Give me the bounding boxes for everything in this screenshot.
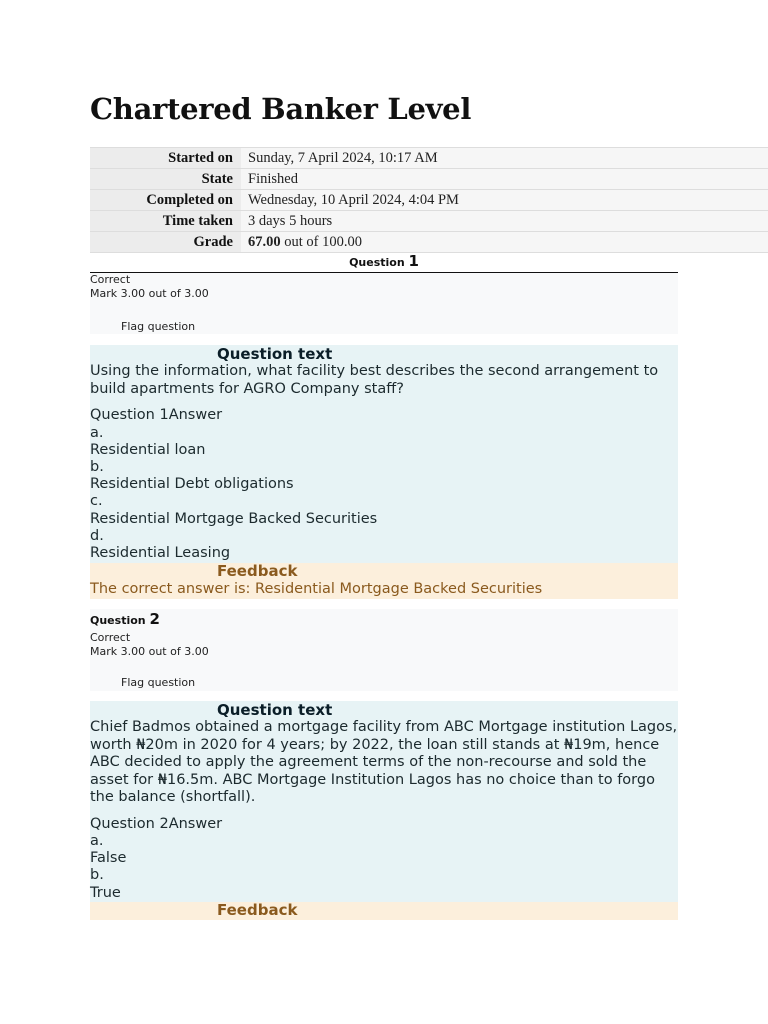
question-heading-label: Question [90, 614, 150, 627]
option-letter[interactable]: a. [90, 833, 104, 849]
summary-row-time [90, 211, 768, 232]
question-heading-label: Question [349, 256, 409, 269]
option-letter[interactable]: a. [90, 424, 104, 441]
question-number: 2 [149, 610, 160, 628]
question-1-feedback [90, 563, 678, 599]
option-text[interactable]: Residential loan [90, 441, 206, 458]
question-text: Using the information, what facility best describes the second arrangement to build apartments for AGRO Company staff? [90, 363, 659, 397]
time-value: 3 days 5 hours [241, 211, 768, 232]
grade-out-of: out of 100.00 [280, 233, 362, 250]
answer-label: Question 1Answer [90, 407, 223, 423]
summary-row-started [90, 148, 768, 169]
feedback-title: Feedback [217, 901, 298, 919]
question-2-heading [90, 609, 678, 631]
option-text[interactable]: Residential Leasing [90, 544, 231, 561]
state-label: State [90, 169, 241, 190]
grade-label: Grade [90, 232, 241, 253]
answer-label: Question 2Answer [90, 815, 223, 832]
option-letter[interactable]: c. [90, 493, 103, 510]
question-1-content [90, 345, 678, 563]
question-2-info [90, 609, 678, 691]
summary-row-state [90, 169, 768, 190]
question-mark: Mark 3.00 out of 3.00 [90, 645, 209, 658]
time-label: Time taken [90, 211, 241, 232]
feedback-text: The correct answer is: Residential Mortgage Backed Securities [90, 581, 543, 597]
quiz-summary-table [90, 147, 768, 253]
question-2-feedback [90, 902, 678, 920]
completed-label: Completed on [90, 190, 241, 211]
question-1-heading [90, 252, 678, 273]
option-text[interactable]: False [90, 850, 127, 867]
started-value: Sunday, 7 April 2024, 10:17 AM [241, 148, 768, 169]
question-text: Chief Badmos obtained a mortgage facility from ABC Mortgage institution Lagos, worth ₦20m in 2020 for 4 years; by 2022, the loan still stands at ₦19m, hence ABC decided to apply the agreement terms of the non-recourse and sold the asset for ₦16.5m. ABC Mortgage Institution Lagos has no choice than to forgo the balance (shortfall). [90, 719, 678, 805]
started-label: Started on [90, 148, 241, 169]
question-1-info [90, 273, 678, 334]
option-text[interactable]: Residential Debt obligations [90, 476, 294, 493]
feedback-title: Feedback [217, 562, 298, 580]
summary-row-completed [90, 190, 768, 211]
question-number: 1 [408, 252, 419, 270]
grade-score: 67.00 [248, 233, 281, 250]
summary-row-grade [90, 232, 768, 253]
option-letter[interactable]: b. [90, 458, 104, 475]
question-text-title: Question text [217, 701, 333, 719]
option-letter[interactable]: d. [90, 527, 104, 544]
option-text[interactable]: True [90, 884, 121, 901]
question-status: Correct [90, 273, 131, 286]
question-text-title: Question text [217, 345, 333, 363]
option-text[interactable]: Residential Mortgage Backed Securities [90, 510, 378, 527]
option-letter[interactable]: b. [90, 867, 104, 884]
flag-question-link[interactable]: Flag question [121, 320, 196, 333]
question-2-content [90, 701, 678, 902]
question-mark: Mark 3.00 out of 3.00 [90, 287, 209, 300]
page-title: Chartered Banker Level [90, 92, 472, 126]
state-value: Finished [241, 169, 768, 190]
flag-question-link[interactable]: Flag question [121, 676, 196, 689]
completed-value: Wednesday, 10 April 2024, 4:04 PM [241, 190, 768, 211]
grade-value [241, 232, 768, 253]
question-status: Correct [90, 631, 131, 644]
